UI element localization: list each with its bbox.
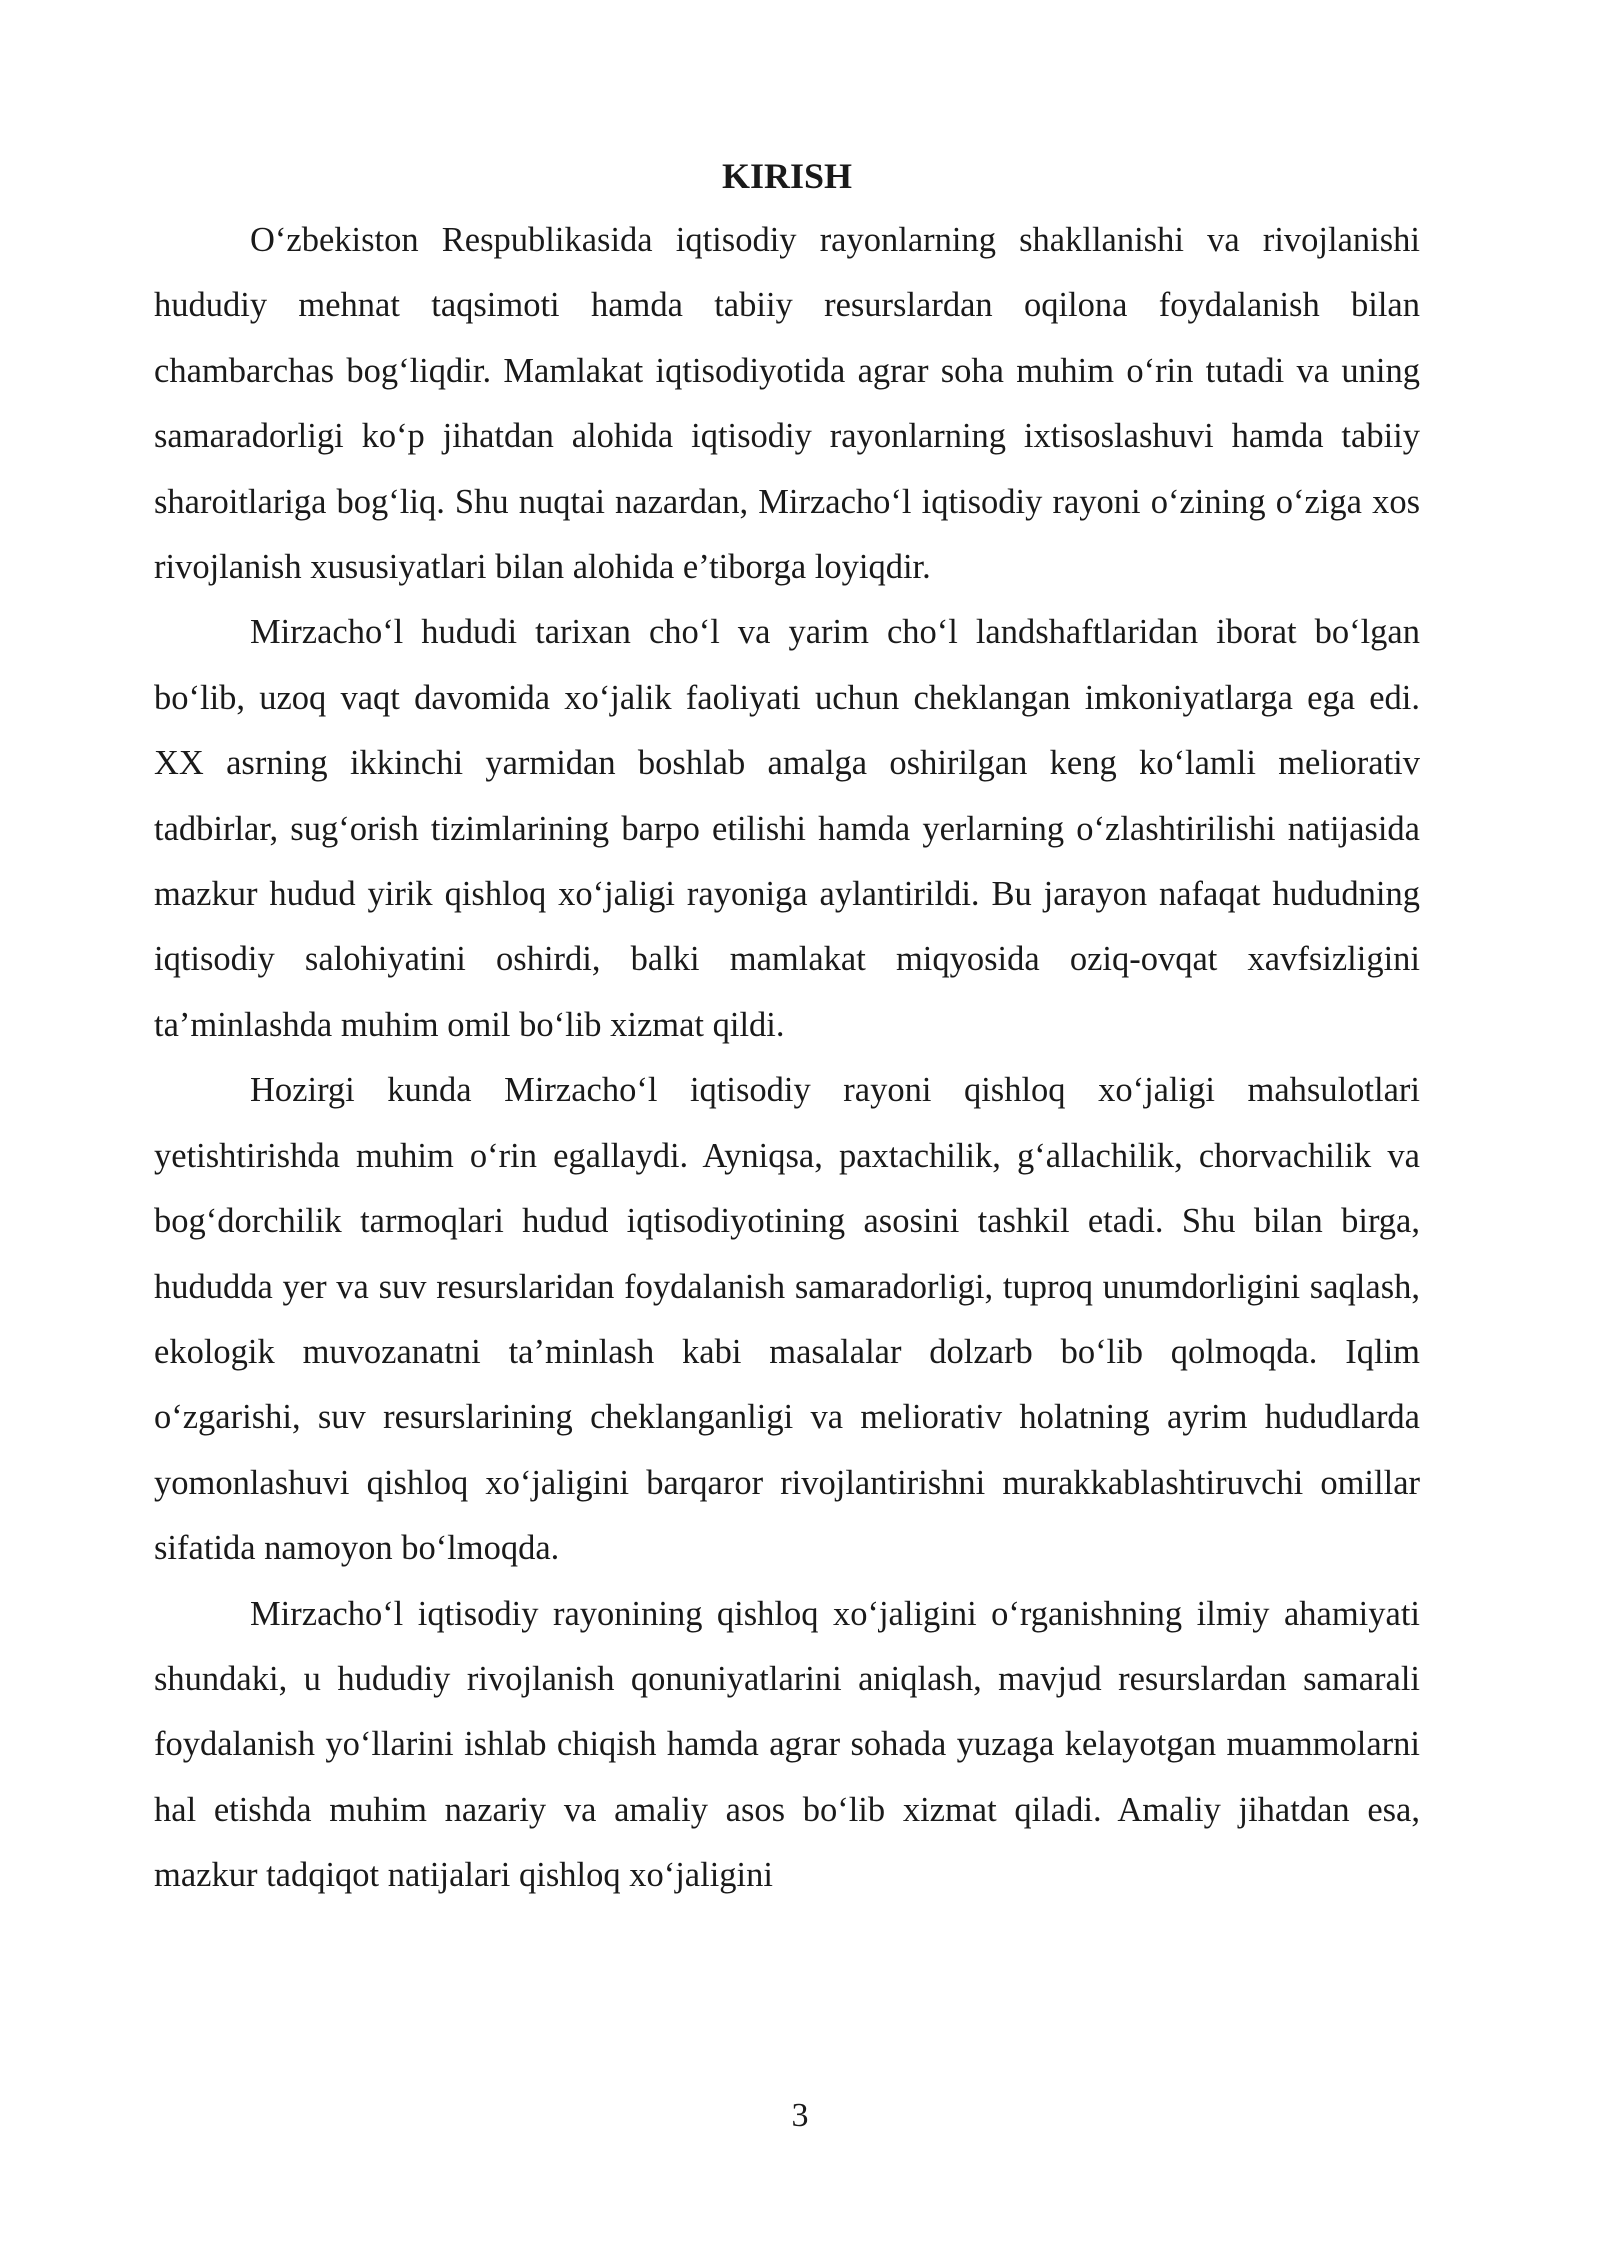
paragraph-4: Mirzacho‘l iqtisodiy rayonining qishloq xo‘jaligini o‘rganishning ilmiy ahamiyati shundaki, u hududiy rivojlanish qonuniyatlarini aniqlash, mavjud resurslardan samarali foydalanish yo‘llarini ishlab chiqish hamda agrar sohada yuzaga kelayotgan muammolarni hal etishda muhim nazariy va amaliy asos bo‘lib xizmat qiladi. Amaliy jihatdan esa, mazkur tadqiqot natijalari qishloq xo‘jaligini	[154, 1594, 1420, 1895]
paragraph-1: O‘zbekiston Respublikasida iqtisodiy rayonlarning shakllanishi va rivojlanishi hududiy mehnat taqsimoti hamda tabiiy resurslardan oqilona foydalanish bilan chambarchas bog‘liqdir. Mamlakat iqtisodiyotida agrar soha muhim o‘rin tutadi va uning samaradorligi ko‘p jihatdan alohida iqtisodiy rayonlarning ixtisoslashuvi hamda tabiiy sharoitlariga bog‘liq. Shu nuqtai nazardan, Mirzacho‘l iqtisodiy rayoni o‘zining o‘ziga xos rivojlanish xususiyatlari bilan alohida e’tiborga loyiqdir.	[154, 221, 1420, 587]
page-number: 3	[791, 2097, 809, 2134]
paragraph-3: Hozirgi kunda Mirzacho‘l iqtisodiy rayoni qishloq xo‘jaligi mahsulotlari yetishtirishda muhim o‘rin egallaydi. Ayniqsa, paxtachilik, g‘allachilik, chorvachilik va bog‘dorchilik tarmoqlari hudud iqtisodiyotining asosini tashkil etadi. Shu bilan birga, hududda yer va suv resurslaridan foydalanish samaradorligi, tuproq unumdorligini saqlash, ekologik muvozanatni ta’minlash kabi masalalar dolzarb bo‘lib qolmoqda. Iqlim o‘zgarishi, suv resurslarining cheklanganligi va meliorativ holatning ayrim hududlarda yomonlashuvi qishloq xo‘jaligini barqaror rivojlantirishni murakkablashtiruvchi omillar sifatida namoyon bo‘lmoqda.	[154, 1071, 1420, 1568]
paragraph-2: Mirzacho‘l hududi tarixan cho‘l va yarim cho‘l landshaftlaridan iborat bo‘lgan bo‘lib, uzoq vaqt davomida xo‘jalik faoliyati uchun cheklangan imkoniyatlarga ega edi. XX asrning ikkinchi yarmidan boshlab amalga oshirilgan keng ko‘lamli meliorativ tadbirlar, sug‘orish tizimlarining barpo etilishi hamda yerlarning o‘zlashtirilishi natijasida mazkur hudud yirik qishloq xo‘jaligi rayoniga aylantirildi. Bu jarayon nafaqat hududning iqtisodiy salohiyatini oshirdi, balki mamlakat miqyosida oziq-ovqat xavfsizligini ta’minlashda muhim omil bo‘lib xizmat qildi.	[154, 613, 1420, 1044]
section-title: KIRISH	[721, 156, 853, 196]
document-page	[154, 150, 1420, 1909]
